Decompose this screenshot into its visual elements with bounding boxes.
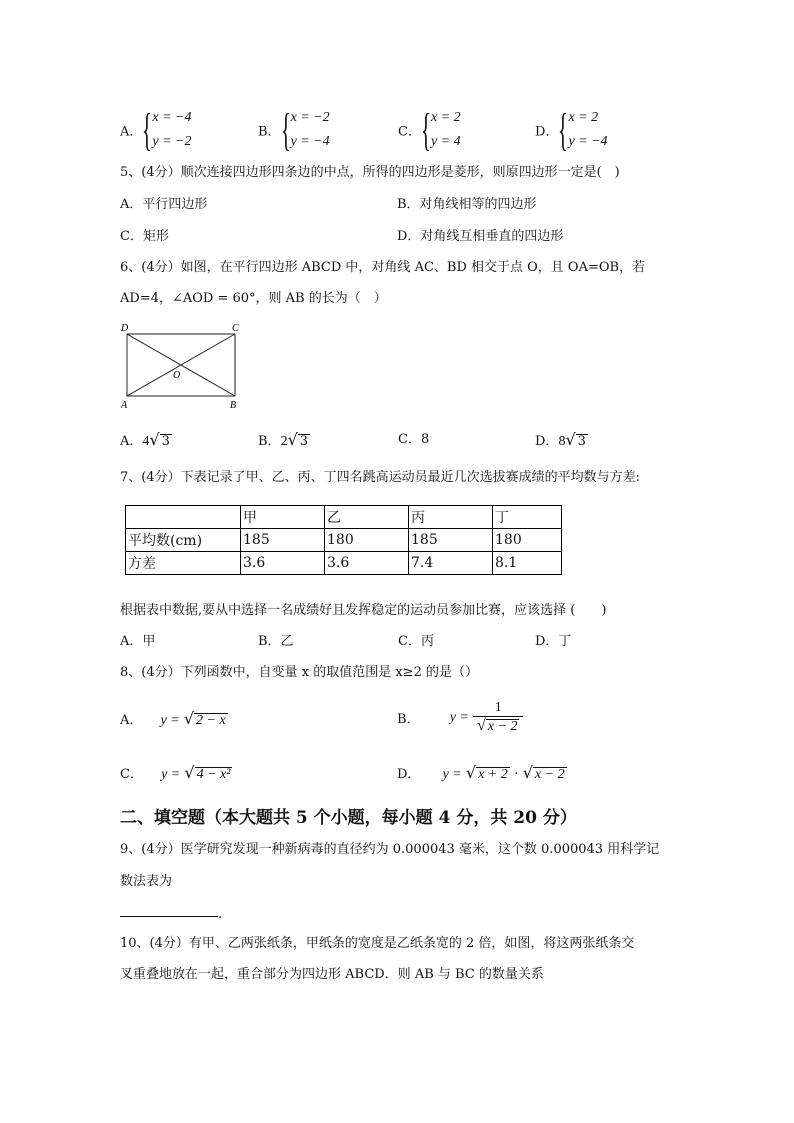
fraction: $\frac{1}{√ x - 2}$	[473, 700, 523, 735]
eq-x: x = 2	[568, 110, 599, 125]
q6-option-a: A．4√ 3	[120, 430, 170, 449]
q5-option-d: D．对角线互相垂直的四边形	[397, 229, 564, 244]
table-cell: 平均数(cm)	[126, 529, 241, 552]
eq-y: y = −4	[290, 134, 330, 149]
q4-option-a: A． { x = −4 y = −2	[120, 104, 192, 155]
q4-option-d: D． { x = 2 y = −4	[535, 104, 608, 155]
table-cell: 3.6	[325, 552, 409, 575]
eq-x: x = −4	[152, 110, 192, 125]
eq-y: y = −4	[568, 134, 608, 149]
label-c: C	[232, 323, 239, 334]
q9-line2: 数法表为	[120, 874, 173, 889]
table-cell: 3.6	[241, 552, 325, 575]
q7-stem: 7、(4分）下表记录了甲、乙、丙、丁四名跳高运动员最近几次选拔赛成绩的平均数与方差:	[120, 470, 640, 485]
section-heading: 二、填空题（本大题共 5 个小题，每小题 4 分，共 20 分）	[120, 808, 577, 828]
q4-option-b: B． { x = −2 y = −4	[258, 104, 330, 155]
q7-option-c: C．丙	[398, 634, 434, 649]
eq-x: x = 2	[430, 110, 461, 125]
q8-stem: 8、(4分）下列函数中，自变量 x 的取值范围是 x≥2 的是（）	[120, 665, 478, 680]
q7-option-b: B．乙	[258, 634, 294, 649]
q6-stem-line1: 6、(4分）如图，在平行四边形 ABCD 中，对角线 AC、BD 相交于点 O，且 OA=OB，若	[120, 260, 646, 275]
q5-stem: 5、(4分）顺次连接四边形四条边的中点，所得的四边形是菱形，则原四边形一定是( )	[120, 165, 620, 180]
q10-line2: 叉重叠地放在一起，重合部分为四边形 ABCD．则 AB 与 BC 的数量关系	[120, 967, 544, 982]
q7-option-d: D．丁	[535, 634, 572, 649]
table-cell: 180	[325, 529, 409, 552]
q4-option-c: C． { x = 2 y = 4	[398, 104, 461, 155]
eq-y: y = 4	[430, 134, 461, 149]
answer-blank[interactable]	[120, 916, 218, 917]
q8-option-c: C． y = √ 4 − x²	[120, 763, 231, 782]
q8-option-d: D． y = √ x + 2 · √ x − 2	[397, 763, 565, 782]
q7-option-a: A．甲	[120, 634, 156, 649]
table-cell: 方差	[126, 552, 241, 575]
table-cell: 甲	[241, 506, 325, 529]
parallelogram-figure	[115, 320, 255, 412]
label-a: A	[121, 400, 128, 411]
q5-option-a: A．平行四边形	[120, 197, 208, 212]
table-header-row	[126, 506, 562, 529]
table-row	[126, 529, 562, 552]
q5-option-c: C．矩形	[120, 229, 169, 244]
q7-after-text: 根据表中数据,要从中选择一名成绩好且发挥稳定的运动员参加比赛，应该选择 ( )	[120, 603, 607, 618]
table-cell: 8.1	[493, 552, 562, 575]
table-cell: 丙	[409, 506, 493, 529]
q6-option-c: C．8	[398, 432, 430, 447]
q6-option-d: D．8√ 3	[535, 430, 586, 449]
eq-y: y = −2	[152, 134, 192, 149]
blank-period: .	[218, 907, 223, 922]
label-d: D	[121, 323, 129, 334]
table-cell: 丁	[493, 506, 562, 529]
q9-line1: 9、(4分）医学研究发现一种新病毒的直径约为 0.000043 毫米，这个数 0.000043 用科学记	[120, 842, 660, 857]
table-cell: 185	[409, 529, 493, 552]
label-b: B	[230, 400, 237, 411]
q8-option-b: B． y = $\frac{1}{√ x - 2}$	[397, 700, 523, 735]
q8-option-a: A． y = √ 2 − x	[120, 709, 226, 728]
q10-line1: 10、(4分）有甲、乙两张纸条，甲纸条的宽度是乙纸条宽的 2 倍，如图，将这两张纸条交	[120, 936, 635, 951]
table-cell: 乙	[325, 506, 409, 529]
table-cell	[126, 506, 241, 529]
q6-stem-line2: AD=4，∠AOD = 60°，则 AB 的长为（ ）	[120, 291, 387, 306]
table-cell: 180	[493, 529, 562, 552]
label-o: O	[173, 370, 181, 381]
table-cell: 7.4	[409, 552, 493, 575]
table-cell: 185	[241, 529, 325, 552]
q5-option-b: B．对角线相等的四边形	[397, 197, 537, 212]
data-table	[125, 505, 562, 575]
table-row	[126, 552, 562, 575]
q6-option-b: B．2√ 3	[258, 430, 309, 449]
eq-x: x = −2	[290, 110, 330, 125]
